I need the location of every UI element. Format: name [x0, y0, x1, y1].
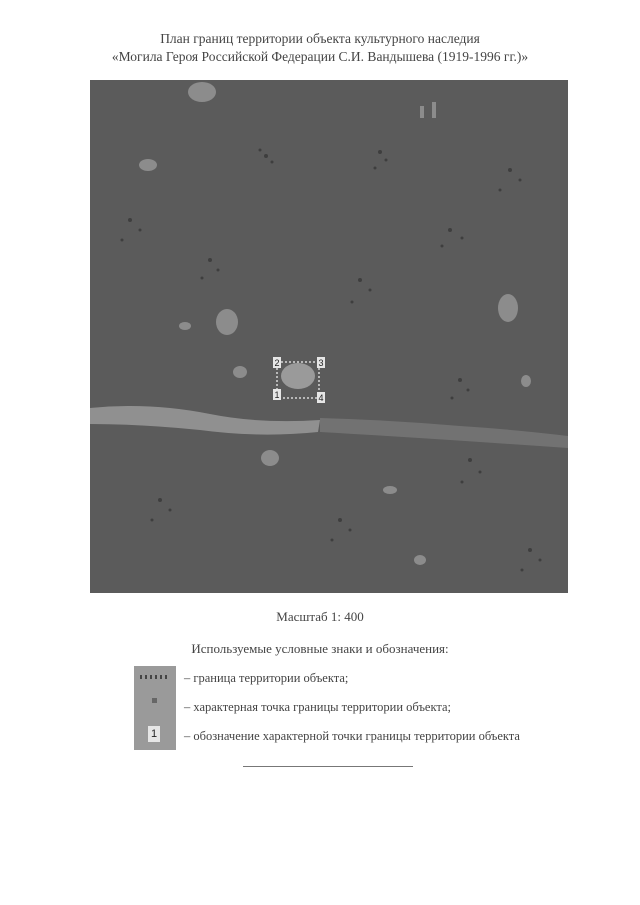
point-label-3: 3: [318, 358, 324, 368]
aerial-map[interactable]: [90, 80, 568, 593]
point-label-2: 2: [274, 358, 280, 368]
legend-item-boundary: – граница территории объекта;: [184, 671, 349, 685]
point-label-1: 1: [274, 390, 280, 400]
legend-title: Используемые условные знаки и обозначения:: [191, 641, 449, 656]
map-patches: [139, 82, 531, 565]
map-imagery: [90, 80, 568, 593]
map-road: [90, 406, 568, 448]
map-speckles: [121, 149, 542, 572]
document-title: [0, 30, 640, 66]
point-number-symbol: 1: [148, 726, 160, 742]
object-territory: [273, 357, 325, 403]
boundary-symbol: [140, 675, 170, 679]
legend-swatch: [134, 666, 176, 750]
divider-line: [243, 766, 413, 767]
point-label-4: 4: [318, 393, 324, 403]
point-symbol: [152, 698, 157, 703]
title-line-1: План границ территории объекта культурного наследия: [160, 31, 480, 46]
legend-item-point: – характерная точка границы территории объекта;: [184, 700, 452, 714]
legend-item-point-number: – обозначение характерной точки границы территории объекта: [184, 729, 520, 743]
scale-label: Масштаб 1: 400: [276, 609, 364, 624]
title-line-2: «Могила Героя Российской Федерации С.И. Вандышева (1919-1996 гг.)»: [111, 49, 529, 64]
